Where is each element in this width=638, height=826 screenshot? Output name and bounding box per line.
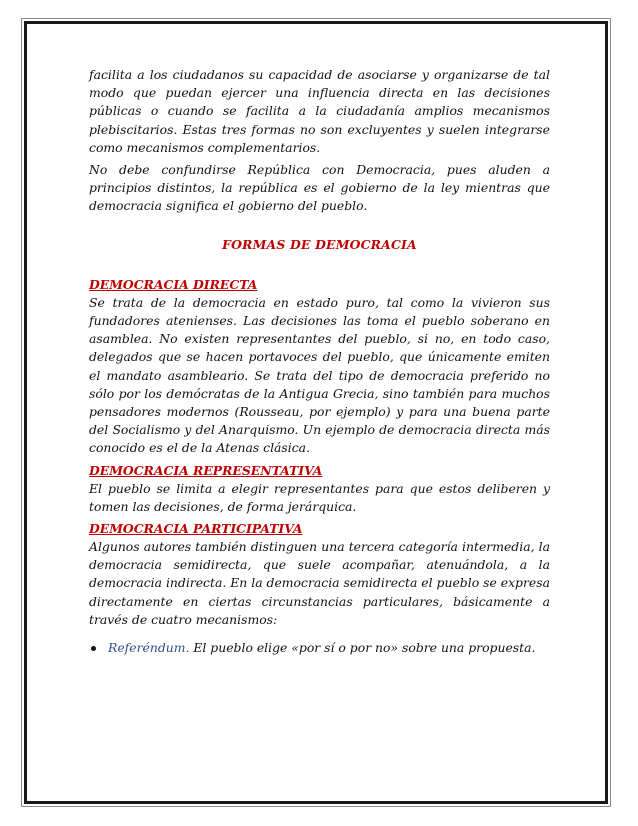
mechanisms-list (89, 639, 550, 657)
list-item-text: El pueblo elige «por sí o por no» sobre una propuesta. (189, 640, 536, 656)
document-body (89, 66, 550, 657)
section-heading-representativa: DEMOCRACIA REPRESENTATIVA (89, 462, 323, 478)
section-text-directa: Se trata de la democracia en estado puro, tal como la vivieron sus fundadores atenienses. Las decisiones las toma el pueblo soberano en asamblea. No existen representantes del pueblo, si no, en todo caso, delegados que se hacen portavoces del pueblo, que únicamente emiten el mandato asambleario. Se trata del tipo de democracia preferido no sólo por los demócratas de la Antigua Grecia, sino también para muchos pensadores modernos (Rousseau, por ejemplo) y para una buena parte del Socialismo y del Anarquismo. Un ejemplo de democracia directa más conocido es el de la Atenas clásica. (89, 294, 550, 456)
list-item (89, 639, 550, 657)
section-text-participativa: Algunos autores también distinguen una tercera categoría intermedia, la democracia semidirecta, que suele acompañar, atenuándola, a la democracia indirecta. En la democracia semidirecta el pueblo se expresa directamente en ciertas circunstancias particulares, básicamente a través de cuatro mecanismos: (89, 539, 550, 627)
intro-paragraph-1: facilita a los ciudadanos su capacidad de asociarse y organizarse de tal modo que puedan ejercer una influencia directa en las decisiones públicas o cuando se facilita a la ciudadanía amplios mecanismos plebiscitarios. Estas tres formas no son excluyentes y suelen integrarse como mecanismos complementarios. (89, 67, 550, 155)
bullet-icon (91, 646, 96, 651)
term-referendum: Referéndum. (108, 640, 190, 656)
section-heading-participativa: DEMOCRACIA PARTICIPATIVA (89, 521, 303, 537)
main-heading: FORMAS DE DEMOCRACIA (222, 236, 417, 252)
intro-paragraph-2: No debe confundirse República con Democracia, pues aluden a principios distintos, la república es el gobierno de la ley mientras que democracia significa el gobierno del pueblo. (89, 162, 550, 214)
section-heading-directa: DEMOCRACIA DIRECTA (89, 276, 258, 292)
section-text-representativa: El pueblo se limita a elegir representantes para que estos deliberen y tomen las decisiones, de forma jerárquica. (89, 480, 550, 514)
